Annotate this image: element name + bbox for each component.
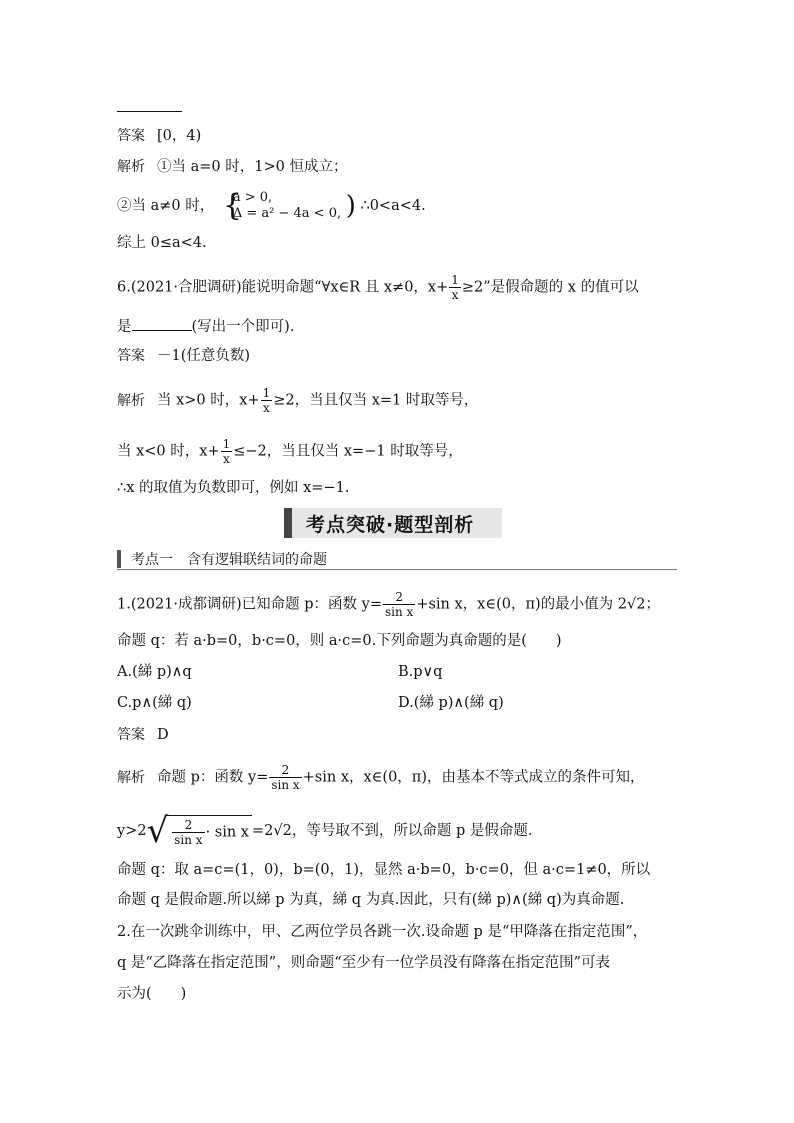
- question-text: 示为( ): [117, 986, 187, 1002]
- analysis-label: 解析: [117, 159, 145, 175]
- option-b[interactable]: [398, 662, 442, 682]
- prev-analysis-line-2: [117, 190, 426, 222]
- option-d[interactable]: [398, 693, 504, 713]
- question-2: [117, 922, 647, 942]
- analysis-text: 命题 q：取 a=c=(1，0)，b=(0，1)，显然 a·b=0，b·c=0，但 a·c=1≠0，所以: [117, 862, 651, 878]
- fraction: [172, 818, 204, 847]
- fraction-denominator: sin x: [174, 833, 203, 847]
- analysis-text: 命题 q 是假命题.所以綈 p 为真，綈 q 为真.因此，只有(綈 p)∧(綈 q)为真命题.: [117, 892, 625, 908]
- option-c-text: C.p∧(綈 q): [117, 695, 192, 711]
- banner-accent-bar: [284, 508, 292, 538]
- question-text: 6.(2021·合肥调研)能说明命题“∀x∈R 且 x≠0，x+: [117, 279, 449, 296]
- question-1-line-2: [117, 631, 562, 651]
- fraction-denominator: x: [223, 452, 230, 466]
- q1-analysis-2: [117, 811, 533, 851]
- question-6: [117, 273, 639, 302]
- fraction-numerator: 1: [451, 273, 459, 287]
- question-text: ≥2”是假命题的 x 的值可以: [461, 279, 639, 296]
- right-paren: ): [345, 191, 356, 221]
- answer-label: 答案: [117, 727, 145, 743]
- fraction-denominator: x: [451, 288, 459, 302]
- question-text: q 是“乙降落在指定范围”，则命题“至少有一位学员没有降落在指定范围”可表: [117, 955, 611, 971]
- q6-answer: [117, 346, 250, 366]
- radicand: [168, 815, 252, 847]
- fraction: [449, 273, 461, 302]
- analysis-text: ∴x 的取值为负数即可，例如 x=−1.: [117, 480, 350, 496]
- fraction: [269, 763, 301, 792]
- option-a-text: A.(綈 p)∧q: [117, 664, 192, 680]
- prev-analysis-line-1: [117, 157, 347, 177]
- left-brace: {: [222, 188, 242, 223]
- analysis-text: 综上 0≤a<4.: [117, 235, 207, 251]
- analysis-text: =2√2，等号取不到，所以命题 p 是假命题.: [252, 823, 533, 839]
- answer-label: 答案: [117, 128, 145, 144]
- fraction-numerator: 2: [172, 818, 204, 833]
- fraction-numerator: 1: [262, 386, 271, 400]
- option-d-text: D.(綈 p)∧(綈 q): [398, 695, 504, 711]
- topic-accent-bar: [117, 550, 121, 568]
- topic-heading: [117, 548, 677, 570]
- option-c[interactable]: [117, 693, 192, 713]
- radicand-text: · sin x: [205, 824, 249, 841]
- answer-label: 答案: [117, 348, 145, 364]
- answer-blank-line: [117, 111, 182, 112]
- system-row: a > 0,: [232, 190, 273, 205]
- section-title: 考点突破·题型剖析: [306, 514, 475, 536]
- prev-analysis-line-3: [117, 233, 207, 253]
- fraction-numerator: 2: [383, 590, 415, 605]
- fraction-denominator: sin x: [385, 605, 414, 619]
- analysis-label: 解析: [117, 392, 145, 409]
- question-2-line-2: [117, 953, 610, 973]
- topic-underline: [117, 569, 677, 570]
- question-1: [117, 590, 660, 619]
- question-2-line-3: [117, 984, 186, 1004]
- q6-analysis-3: [117, 478, 349, 498]
- analysis-text: 命题 p：函数 y=: [157, 769, 269, 786]
- question-text: 是: [117, 319, 132, 335]
- fraction-numerator: 2: [269, 763, 301, 778]
- analysis-text: ≤−2，当且仅当 x=−1 时取等号，: [233, 443, 463, 460]
- analysis-text: y>2: [117, 823, 147, 839]
- analysis-text: ②当 a≠0 时，: [117, 198, 215, 214]
- fraction: [261, 386, 273, 415]
- fraction: [383, 590, 415, 619]
- analysis-text: +sin x，x∈(0，π)，由基本不等式成立的条件可知，: [302, 769, 645, 786]
- prev-answer-line: [117, 126, 201, 146]
- analysis-text: ≥2，当且仅当 x=1 时取等号，: [273, 392, 479, 409]
- question-text: 命题 q：若 a·b=0，b·c=0，则 a·c=0.下列命题为真命题的是( ): [117, 633, 562, 649]
- q1-analysis-4: [117, 890, 624, 910]
- q6-analysis-2: [117, 437, 463, 466]
- analysis-text: 当 x<0 时，x+: [117, 443, 220, 460]
- answer-value: －1(任意负数): [157, 348, 251, 364]
- system-row: Δ = a² − 4a < 0,: [232, 206, 342, 221]
- fraction-denominator: sin x: [271, 778, 300, 792]
- sqrt-icon: √: [146, 811, 169, 851]
- answer-value: [0，4): [157, 128, 202, 144]
- section-banner: [284, 508, 502, 538]
- question-text: +sin x，x∈(0，π)的最小值为 2√2；: [416, 596, 660, 613]
- q6-analysis-1: [117, 386, 478, 415]
- analysis-text: ①当 a=0 时，1>0 恒成立；: [157, 159, 348, 175]
- analysis-text: 当 x>0 时，x+: [157, 392, 260, 409]
- topic-title: 考点一 含有逻辑联结词的命题: [131, 552, 327, 568]
- option-a[interactable]: [117, 662, 192, 682]
- q1-analysis-1: [117, 763, 645, 792]
- q1-answer: [117, 725, 169, 745]
- q1-analysis-3: [117, 860, 650, 880]
- analysis-label: 解析: [117, 769, 145, 786]
- fraction-denominator: x: [263, 401, 270, 415]
- fraction: [221, 437, 233, 466]
- question-text: (写出一个即可).: [191, 319, 295, 335]
- question-6-line-2: [117, 316, 294, 337]
- fill-blank: [132, 316, 192, 331]
- fraction-numerator: 1: [222, 437, 231, 451]
- answer-value: D: [157, 727, 169, 743]
- option-b-text: B.p∨q: [398, 664, 443, 680]
- analysis-text: ∴0<a<4.: [360, 198, 426, 214]
- equation-system: [223, 190, 341, 222]
- question-text: 2.在一次跳伞训练中，甲、乙两位学员各跳一次.设命题 p 是“甲降落在指定范围”，: [117, 924, 648, 940]
- question-text: 1.(2021·成都调研)已知命题 p：函数 y=: [117, 596, 382, 613]
